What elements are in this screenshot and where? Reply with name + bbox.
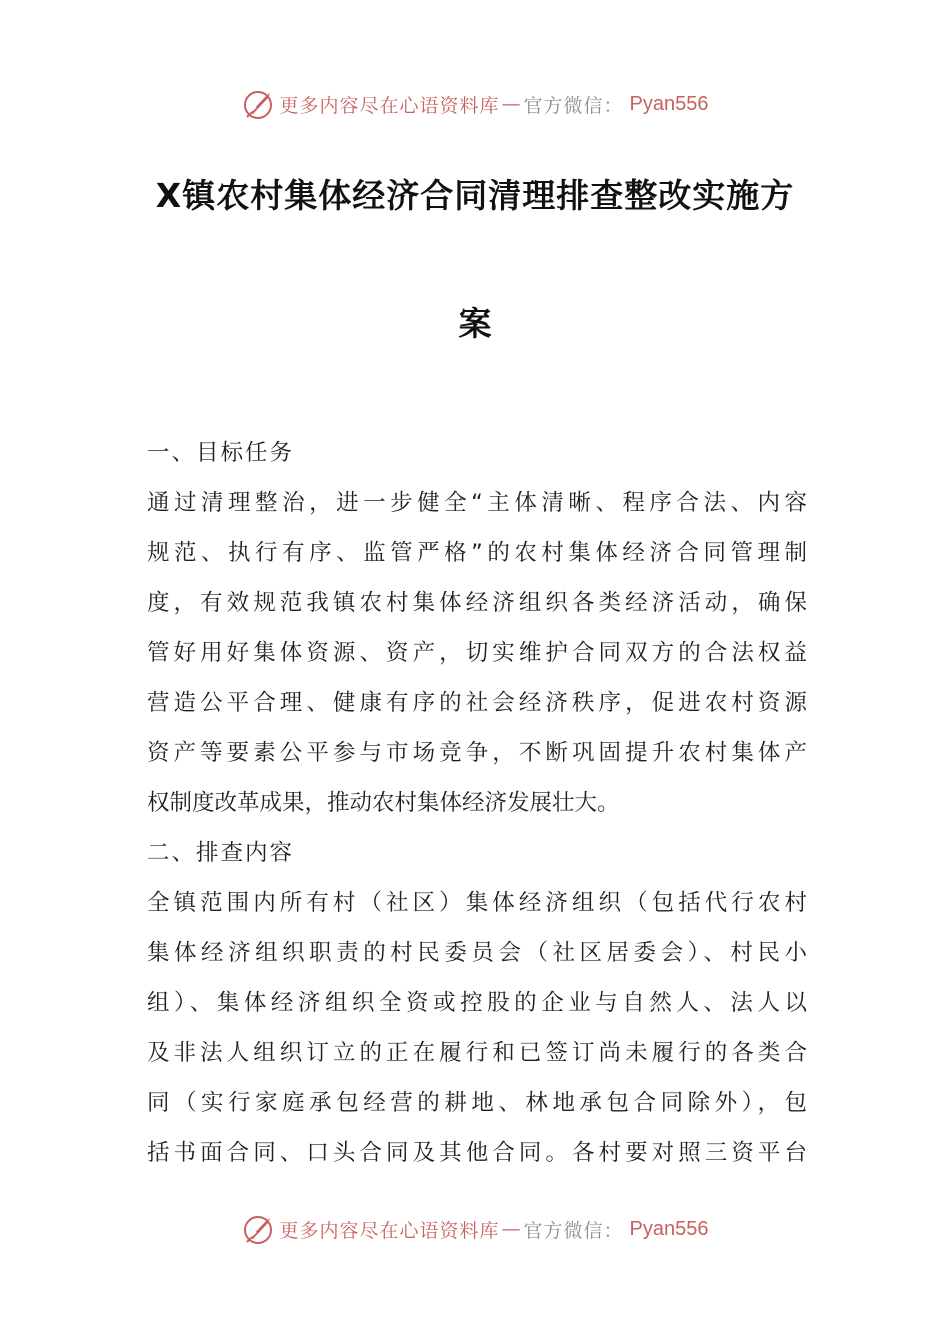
header-banner	[0, 84, 950, 124]
document-title-line2: 案	[458, 304, 492, 343]
paragraph-line: 组）、集体经济组织全资或控股的企业与自然人、法人以	[147, 990, 807, 1016]
banner-handle: Pyan556	[629, 92, 709, 115]
banner-separator: —	[501, 93, 522, 115]
paragraph-line: 资产等要素公平参与市场竞争，不断巩固提升农村集体产	[147, 740, 807, 766]
paragraph-line: 权制度改革成果，推动农村集体经济发展壮大。	[147, 790, 620, 816]
footer-banner	[0, 1209, 950, 1249]
paragraph-line: 同（实行家庭承包经营的耕地、林地承包合同除外），包	[147, 1090, 807, 1116]
paragraph-line: 度，有效规范我镇农村集体经济组织各类经济活动，确保	[147, 590, 807, 616]
paragraph-line: 全镇范围内所有村（社区）集体经济组织（包括代行农村	[147, 890, 807, 916]
section-heading: 一、目标任务	[147, 440, 295, 466]
paragraph-line: 通过清理整治，进一步健全“主体清晰、程序合法、内容	[147, 490, 807, 516]
paragraph-line: 集体经济组织职责的村民委员会（社区居委会）、村民小	[147, 940, 807, 966]
banner-separator: —	[501, 1218, 522, 1240]
quill-pen-logo-icon	[242, 1212, 276, 1246]
section-heading: 二、排查内容	[147, 840, 295, 866]
paragraph-line: 及非法人组织订立的正在履行和已签订尚未履行的各类合	[147, 1040, 807, 1066]
paragraph-line: 规范、执行有序、监管严格”的农村集体经济合同管理制	[147, 540, 807, 566]
banner-text: 更多内容尽在心语资料库	[279, 1219, 500, 1242]
paragraph-line: 括书面合同、口头合同及其他合同。各村要对照三资平台	[147, 1140, 807, 1166]
banner-handle: Pyan556	[629, 1217, 709, 1240]
document-body	[147, 428, 807, 1178]
banner-wechat-label: 官方微信：	[523, 94, 624, 117]
quill-pen-logo-icon	[242, 87, 276, 121]
banner-text: 更多内容尽在心语资料库	[279, 94, 500, 117]
document-title-line1: X镇农村集体经济合同清理排查整改实施方	[155, 176, 795, 215]
paragraph-line: 管好用好集体资源、资产，切实维护合同双方的合法权益	[147, 640, 807, 666]
banner-wechat-label: 官方微信：	[523, 1219, 624, 1242]
paragraph-line: 营造公平合理、健康有序的社会经济秩序，促进农村资源	[147, 690, 807, 716]
